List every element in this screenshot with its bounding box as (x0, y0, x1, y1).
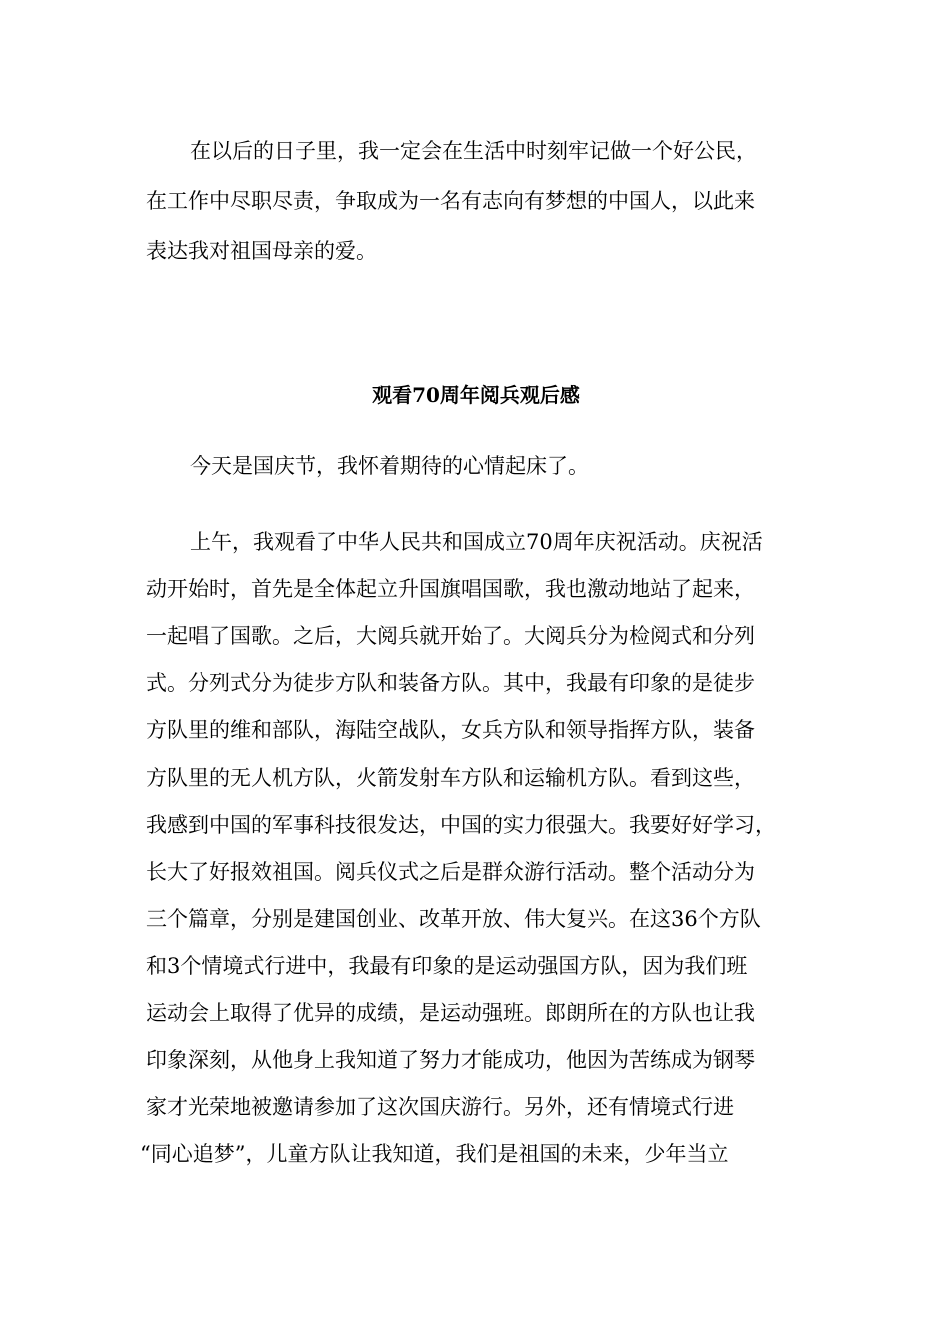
paragraph-3-line-7: 我感到中国的军事科技很发达，中国的实力很强大。我要好好学习， (146, 813, 776, 837)
paragraph-1-line-2: 在工作中尽职尽责，争取成为一名有志向有梦想的中国人，以此来 (146, 189, 755, 213)
paragraph-3-line-14: “同心追梦”，儿童方队让我知道，我们是祖国的未来，少年当立 (140, 1142, 729, 1166)
paragraph-3-line-5: 方队里的维和部队，海陆空战队，女兵方队和领导指挥方队，装备 (146, 718, 755, 742)
paragraph-3-line-10: 和3个情境式行进中，我最有印象的是运动强国方队，因为我们班 (146, 954, 748, 978)
paragraph-3-line-9: 三个篇章，分别是建国创业、改革开放、伟大复兴。在这36个方队 (146, 907, 761, 931)
paragraph-3-line-13: 家才光荣地被邀请参加了这次国庆游行。另外，还有情境式行进 (146, 1095, 734, 1119)
paragraph-2-line-1: 今天是国庆节，我怀着期待的心情起床了。 (190, 454, 589, 478)
paragraph-3-line-11: 运动会上取得了优异的成绩，是运动强班。郎朗所在的方队也让我 (146, 1001, 755, 1025)
paragraph-3-line-1: 上午，我观看了中华人民共和国成立70周年庆祝活动。庆祝活 (190, 530, 763, 554)
paragraph-1-line-3: 表达我对祖国母亲的爱。 (146, 239, 377, 263)
paragraph-3-line-6: 方队里的无人机方队，火箭发射车方队和运输机方队。看到这些， (146, 766, 755, 790)
paragraph-1-line-1: 在以后的日子里，我一定会在生活中时刻牢记做一个好公民， (190, 139, 757, 163)
paragraph-3-line-2: 动开始时，首先是全体起立升国旗唱国歌，我也激动地站了起来， (146, 577, 755, 601)
paragraph-3-line-8: 长大了好报效祖国。阅兵仪式之后是群众游行活动。整个活动分为 (146, 860, 755, 884)
essay-title: 观看70周年阅兵观后感 (372, 383, 580, 407)
paragraph-3-line-4: 式。分列式分为徒步方队和装备方队。其中，我最有印象的是徒步 (146, 671, 755, 695)
paragraph-3-line-3: 一起唱了国歌。之后，大阅兵就开始了。大阅兵分为检阅式和分列 (146, 624, 755, 648)
paragraph-3-line-12: 印象深刻，从他身上我知道了努力才能成功，他因为苦练成为钢琴 (146, 1048, 755, 1072)
